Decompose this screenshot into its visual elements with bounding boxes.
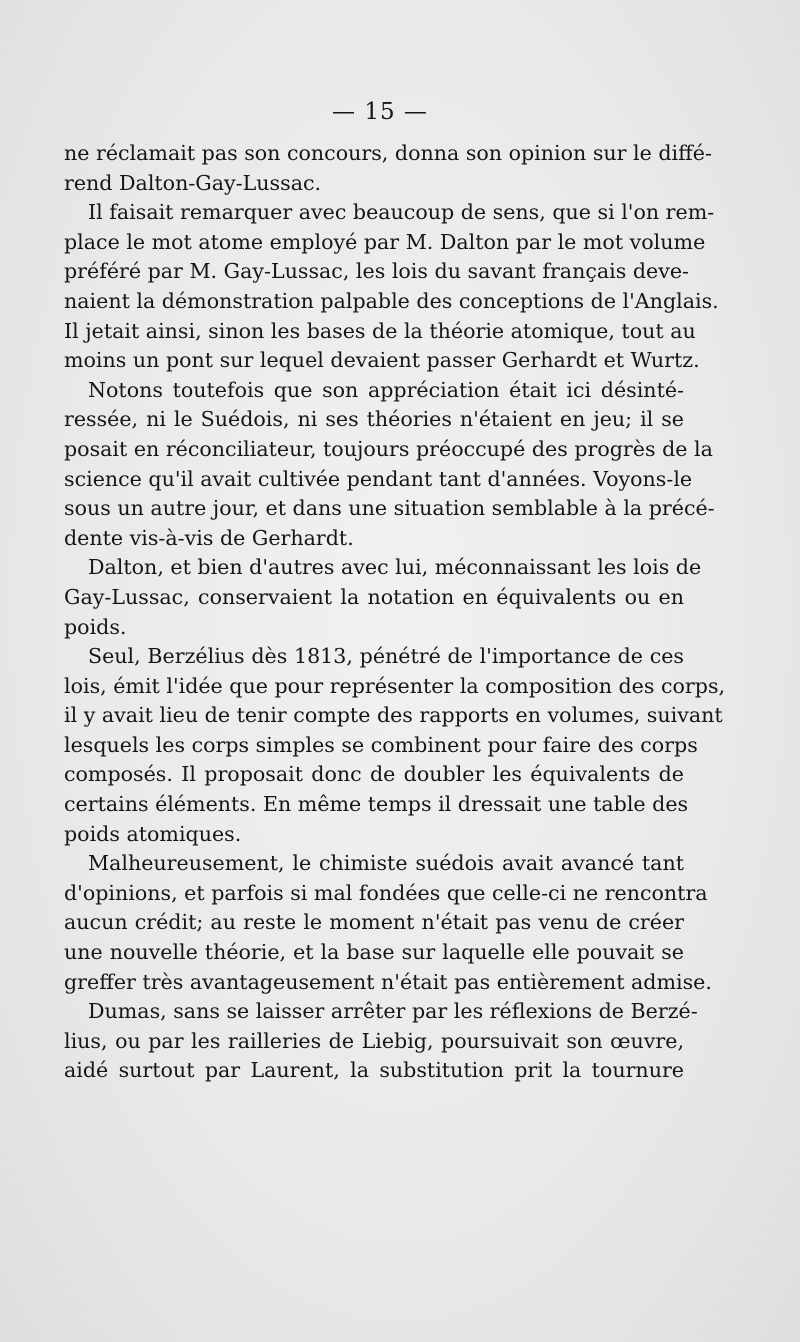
body-text <box>64 139 726 1086</box>
text-line: aidé surtout par Laurent, la substitution prit la tournure <box>64 1058 684 1083</box>
text-line: préféré par M. Gay-Lussac, les lois du savant français deve- <box>64 259 690 284</box>
text-line: greffer très avantageusement n'était pas entièrement admise. <box>64 969 712 994</box>
text-line: certains éléments. En même temps il dressait une table des <box>64 792 689 817</box>
text-line: Notons toutefois que son appréciation était ici désinté- <box>88 377 684 402</box>
text-line: lesquels les corps simples se combinent pour faire des corps <box>64 732 698 757</box>
text-line: moins un pont sur lequel devaient passer Gerhardt et Wurtz. <box>64 348 700 373</box>
text-line: poids. <box>64 614 127 639</box>
text-line: place le mot atome employé par M. Dalton par le mot volume <box>64 229 706 254</box>
text-line: ne réclamait pas son concours, donna son opinion sur le diffé- <box>64 141 712 165</box>
text-line: dente vis-à-vis de Gerhardt. <box>64 525 354 550</box>
text-line: Malheureusement, le chimiste suédois avait avancé tant <box>88 851 684 876</box>
text-line: sous un autre jour, et dans une situation semblable à la précé- <box>64 496 715 521</box>
text-line: rend Dalton-Gay-Lussac. <box>64 170 322 195</box>
text-line: science qu'il avait cultivée pendant tant d'années. Voyons-le <box>64 466 693 491</box>
text-line: Il jetait ainsi, sinon les bases de la théorie atomique, tout au <box>64 318 696 343</box>
text-line: Dalton, et bien d'autres avec lui, méconnaissant les lois de <box>88 555 702 580</box>
text-line: poids atomiques. <box>64 821 242 846</box>
page-number: — 15 — <box>332 99 428 125</box>
text-line: une nouvelle théorie, et la base sur laquelle elle pouvait se <box>64 940 684 965</box>
text-line: il y avait lieu de tenir compte des rapports en volumes, suivant <box>64 703 723 728</box>
text-line: composés. Il proposait donc de doubler les équivalents de <box>64 762 684 787</box>
text-line: lois, émit l'idée que pour représenter la composition des corps, <box>64 673 726 698</box>
text-line: posait en réconciliateur, toujours préoccupé des progrès de la <box>64 436 713 461</box>
text-line: aucun crédit; au reste le moment n'était pas venu de créer <box>64 910 684 935</box>
text-line: Dumas, sans se laisser arrêter par les réflexions de Berzé- <box>88 999 698 1024</box>
text-line: Il faisait remarquer avec beaucoup de sens, que si l'on rem- <box>88 200 715 225</box>
text-line: ressée, ni le Suédois, ni ses théories n'étaient en jeu; il se <box>64 407 684 432</box>
text-line: naient la démonstration palpable des conceptions de l'Anglais. <box>64 288 719 313</box>
text-line: Seul, Berzélius dès 1813, pénétré de l'importance de ces <box>88 644 684 669</box>
text-line: lius, ou par les railleries de Liebig, poursuivait son œuvre, <box>64 1028 684 1053</box>
text-line: d'opinions, et parfois si mal fondées que celle-ci ne rencontra <box>64 880 708 905</box>
text-line: Gay-Lussac, conservaient la notation en équivalents ou en <box>64 584 684 609</box>
